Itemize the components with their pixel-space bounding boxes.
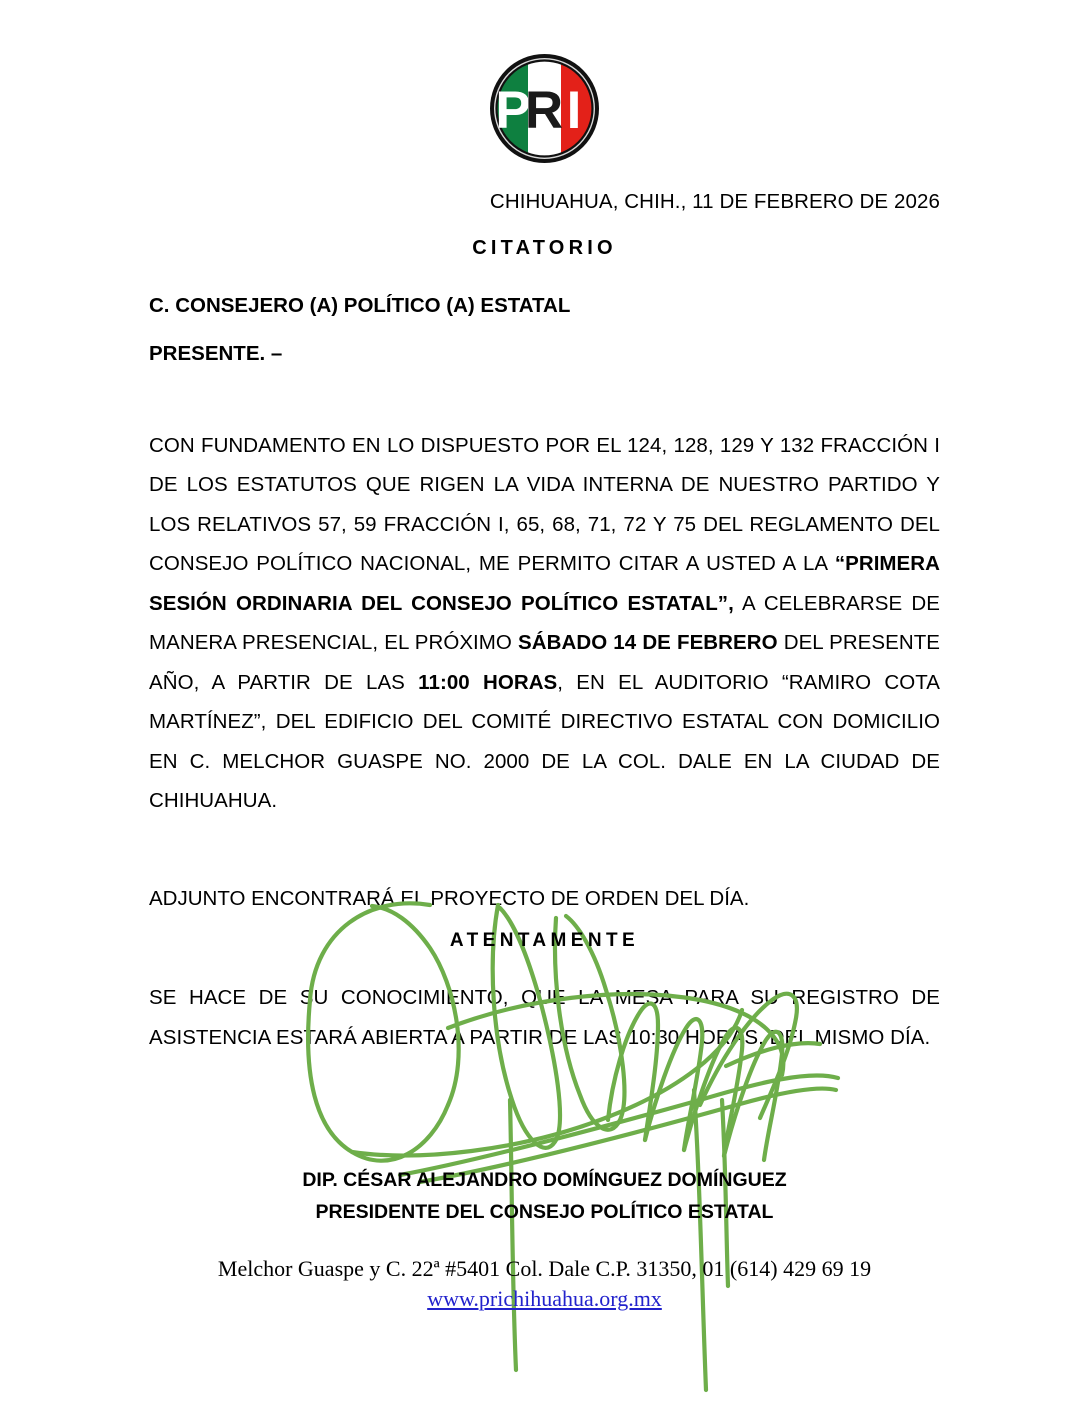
svg-text:I: I	[566, 81, 582, 140]
footer-address: Melchor Guaspe y C. 22ª #5401 Col. Dale C.P. 31350, 01 (614) 429 69 19	[217, 1256, 872, 1281]
paragraph-registration: SE HACE DE SU CONOCIMIENTO, QUE LA MESA PARA SU REGISTRO DE ASISTENCIA ESTARÁ ABIERTA A PARTIR DE LAS 10:30 HORAS, DEL MISMO DÍA.	[149, 986, 940, 1049]
addressee-line-2: PRESENTE. –	[149, 342, 283, 366]
paragraph-citation	[149, 426, 940, 821]
document-body	[149, 190, 940, 1057]
paragraph-segment: , EN EL AUDITORIO “RAMIRO COTA MARTÍNEZ”, DEL EDIFICIO DEL COMITÉ DIRECTIVO ESTATAL CON DOMICILIO EN C. MELCHOR GUASPE NO. 2000 DE LA COL. DALE EN LA CIUDAD DE CHIHUAHUA.	[149, 670, 940, 813]
spacer	[149, 365, 940, 426]
paragraph-segment: CON FUNDAMENTO EN LO DISPUESTO POR EL 124, 128, 129 Y 132 FRACCIÓN I DE LOS ESTATUTOS QUE RIGEN LA VIDA INTERNA DE NUESTRO PARTIDO Y LOS RELATIVOS 57, 59 FRACCIÓN I, 65, 68, 71, 72 Y 75 DEL REGLAMENTO DEL CONSEJO POLÍTICO NACIONAL, ME PERMITO CITAR A USTED A LA	[149, 433, 940, 576]
signature-block	[149, 1164, 940, 1228]
session-name-bold: “PRIMERA SESIÓN ORDINARIA DEL CONSEJO POLÍTICO ESTATAL”,	[149, 552, 940, 615]
signer-title: PRESIDENTE DEL CONSEJO POLÍTICO ESTATAL	[315, 1201, 774, 1223]
dateline: CHIHUAHUA, CHIH., 11 DE FEBRERO DE 2026	[489, 190, 940, 213]
session-date-bold: SÁBADO 14 DE FEBRERO	[518, 631, 778, 655]
footer-website-link[interactable]: www.prichihuahua.org.mx	[427, 1286, 662, 1311]
paragraph-segment: DEL PRESENTE AÑO, A PARTIR DE LAS	[149, 631, 940, 694]
session-time-bold: 11:00 HORAS	[418, 670, 558, 694]
spacer	[149, 821, 940, 879]
signer-name: DIP. CÉSAR ALEJANDRO DOMÍNGUEZ DOMÍNGUEZ	[302, 1169, 787, 1191]
svg-text:P: P	[495, 81, 531, 140]
addressee-line-1: C. CONSEJERO (A) POLÍTICO (A) ESTATAL	[149, 293, 571, 317]
svg-text:R: R	[524, 81, 564, 140]
pri-logo	[489, 43, 600, 174]
paragraph-segment: A CELEBRARSE DE MANERA PRESENCIAL, EL PRÓXIMO	[149, 591, 941, 655]
closing-salutation: ATENTAMENTE	[449, 930, 640, 951]
footer	[149, 1254, 940, 1314]
page-title: CITATORIO	[472, 236, 617, 259]
paragraph-agenda: ADJUNTO ENCONTRARÁ EL PROYECTO DE ORDEN DEL DÍA.	[149, 886, 750, 910]
